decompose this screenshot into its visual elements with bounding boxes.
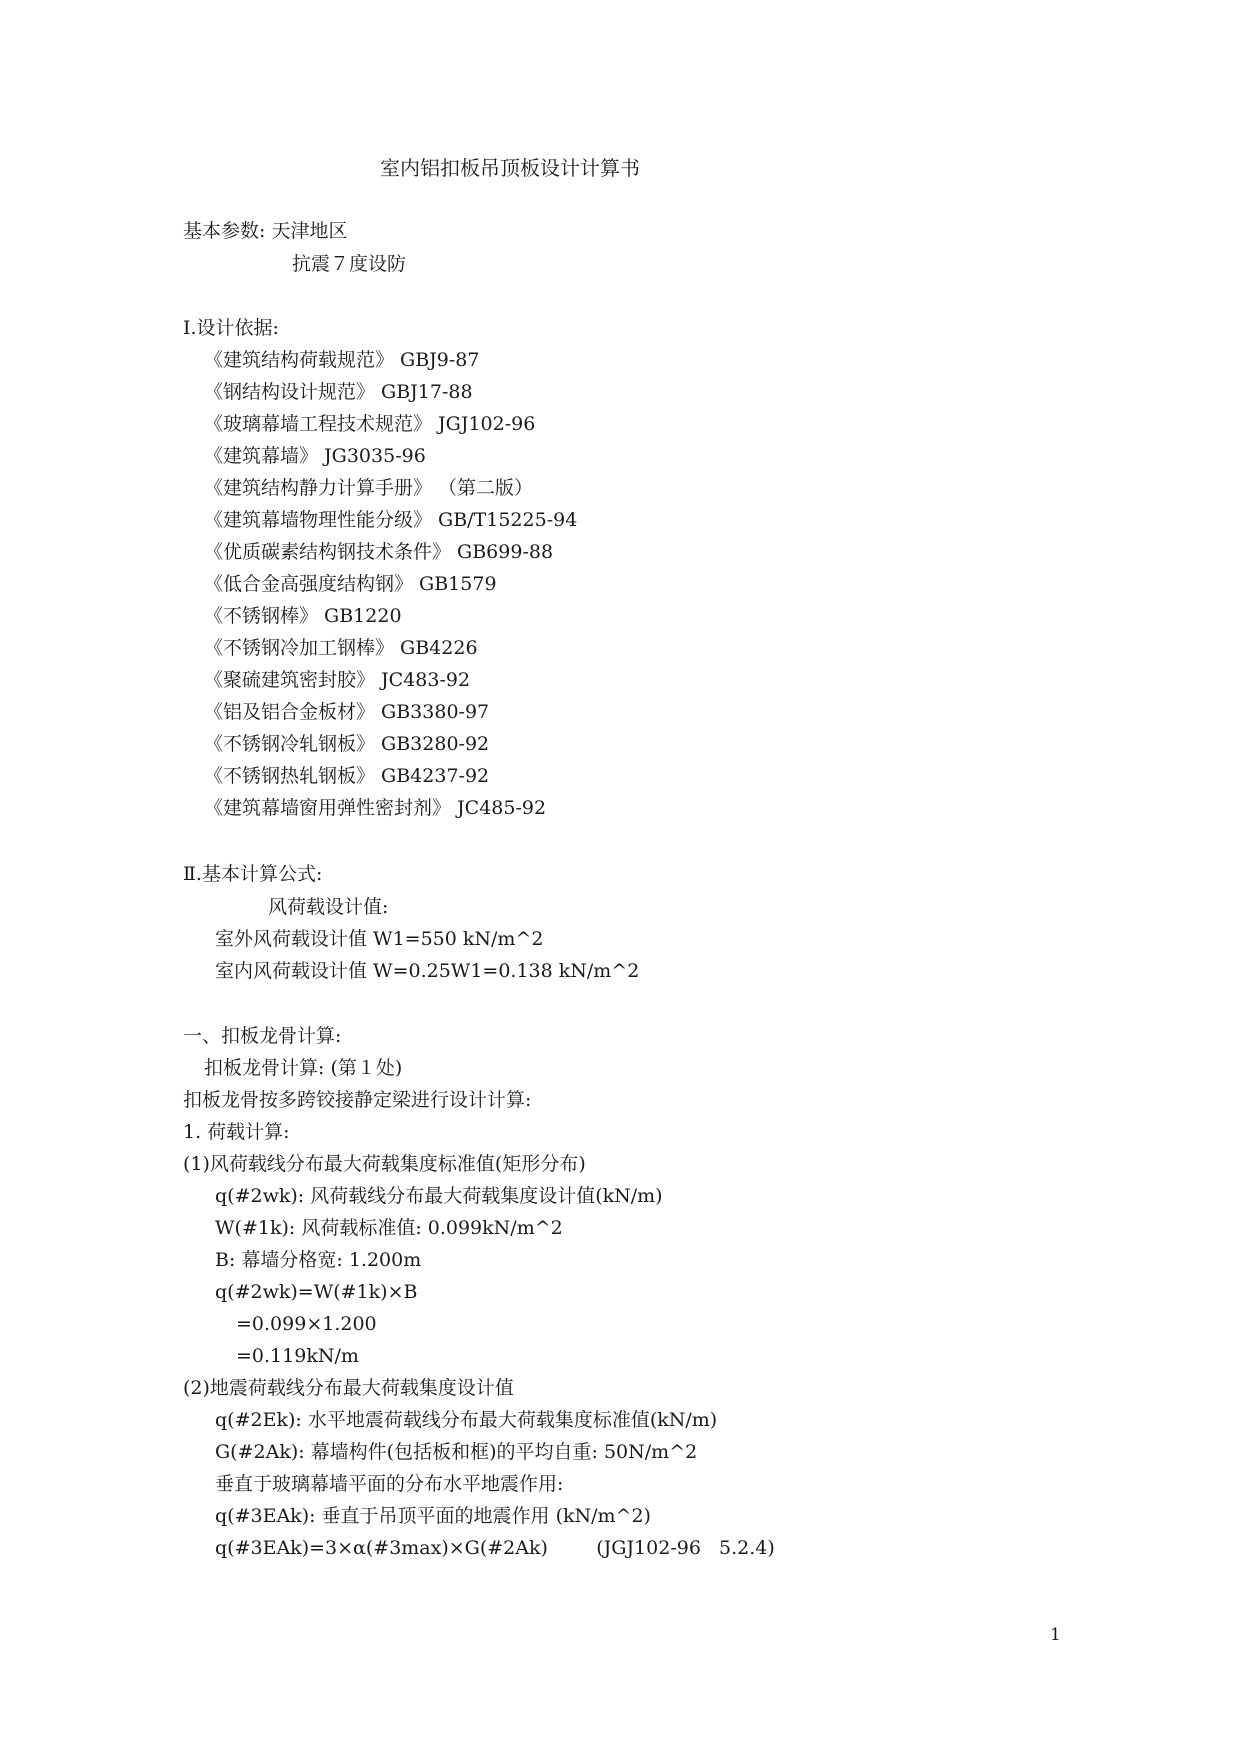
reference-item: 《建筑幕墙窗用弹性密封剂》 JC485-92 (204, 797, 547, 819)
reference-item: 《建筑结构荷载规范》 GBJ9-87 (204, 349, 480, 371)
page-number: 1 (1050, 1625, 1061, 1645)
calc-line: q(#2Ek): 水平地震荷载线分布最大荷载集度标准值(kN/m) (215, 1409, 718, 1431)
reference-item: 《聚硫建筑密封胶》 JC483-92 (204, 669, 471, 691)
basic-params-label: 基本参数: 天津地区 (183, 220, 348, 242)
reference-item: 《优质碳素结构钢技术条件》 GB699-88 (204, 541, 554, 563)
section-2-heading: Ⅱ.基本计算公式: (183, 863, 323, 885)
reference-item: 《不锈钢热轧钢板》 GB4237-92 (204, 765, 490, 787)
calc-line: W(#1k): 风荷载标准值: 0.099kN/m^2 (215, 1217, 563, 1239)
reference-item: 《不锈钢棒》 GB1220 (204, 605, 402, 627)
indoor-wind-load: 室内风荷载设计值 W=0.25W1=0.138 kN/m^2 (215, 960, 640, 982)
calc-line: 1. 荷载计算: (183, 1121, 290, 1143)
calc-line: 垂直于玻璃幕墙平面的分布水平地震作用: (215, 1473, 564, 1495)
calc-line: (1)风荷载线分布最大荷载集度标准值(矩形分布) (183, 1153, 586, 1175)
reference-item: 《不锈钢冷轧钢板》 GB3280-92 (204, 733, 490, 755)
reference-item: 《铝及铝合金板材》 GB3380-97 (204, 701, 490, 723)
calc-line: 扣板龙骨按多跨铰接静定梁进行设计计算: (183, 1089, 532, 1111)
reference-item: 《建筑幕墙》 JG3035-96 (204, 445, 426, 467)
reference-item: 《不锈钢冷加工钢棒》 GB4226 (204, 637, 478, 659)
calc-line: B: 幕墙分格宽: 1.200m (215, 1249, 422, 1271)
calc-line: q(#2wk)=W(#1k)×B (215, 1281, 418, 1303)
outdoor-wind-load: 室外风荷载设计值 W1=550 kN/m^2 (215, 928, 544, 950)
calc-line: =0.119kN/m (236, 1345, 359, 1367)
calc-line: q(#3EAk)=3×α(#3max)×G(#2Ak) (JGJ102-96 5.2.4) (215, 1537, 775, 1559)
calc-line: =0.099×1.200 (236, 1313, 377, 1335)
calc-line: (2)地震荷载线分布最大荷载集度设计值 (183, 1377, 514, 1399)
wind-load-heading: 风荷载设计值: (268, 896, 389, 918)
section-3-heading: 一、扣板龙骨计算: (183, 1025, 342, 1047)
reference-item: 《建筑幕墙物理性能分级》 GB/T15225-94 (204, 509, 578, 531)
seismic-param: 抗震７度设防 (292, 253, 407, 275)
section-1-heading: Ⅰ.设计依据: (183, 317, 279, 339)
calc-line: G(#2Ak): 幕墙构件(包括板和框)的平均自重: 50N/m^2 (215, 1441, 698, 1463)
calc-line: 扣板龙骨计算: (第１处) (204, 1057, 403, 1079)
reference-item: 《玻璃幕墙工程技术规范》 JGJ102-96 (204, 413, 536, 435)
calc-line: q(#3EAk): 垂直于吊顶平面的地震作用 (kN/m^2) (215, 1505, 651, 1527)
reference-item: 《钢结构设计规范》 GBJ17-88 (204, 381, 473, 403)
reference-item: 《建筑结构静力计算手册》 （第二版） (204, 477, 534, 499)
reference-item: 《低合金高强度结构钢》 GB1579 (204, 573, 497, 595)
document-title: 室内铝扣板吊顶板设计计算书 (380, 156, 640, 180)
calc-line: q(#2wk): 风荷载线分布最大荷载集度设计值(kN/m) (215, 1185, 663, 1207)
